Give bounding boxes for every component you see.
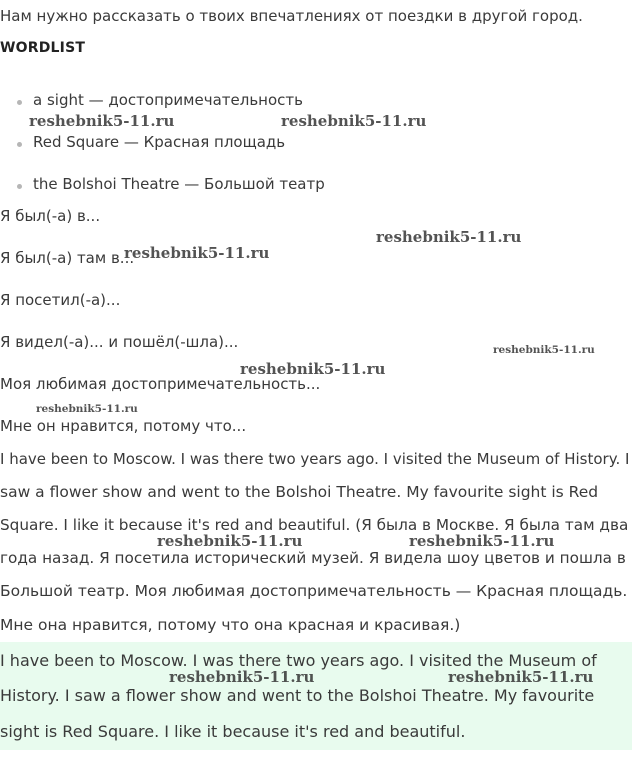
prompt-line: Я был(-а) в... <box>0 207 101 225</box>
prompt-line: Моя любимая достопримечательность... <box>0 375 321 393</box>
bullet-dot-icon <box>17 142 22 147</box>
watermark: reshebnik5-11.ru <box>448 668 594 686</box>
prompt-line: Я был(-а) там в... <box>0 249 135 267</box>
watermark: reshebnik5-11.ru <box>493 344 595 356</box>
watermark: reshebnik5-11.ru <box>169 668 315 686</box>
prompt-line: Я видел(-а)... и пошёл(-шла)... <box>0 333 239 351</box>
watermark: reshebnik5-11.ru <box>29 112 175 130</box>
example-line: года назад. Я посетила исторический музей. Я видела шоу цветов и пошла в <box>0 549 626 567</box>
watermark: reshebnik5-11.ru <box>281 112 427 130</box>
prompt-line: Я посетил(-а)... <box>0 291 121 309</box>
answer-line: sight is Red Square. I like it because it's red and beautiful. <box>0 722 466 741</box>
answer-line: I have been to Moscow. I was there two years ago. I visited the Museum of <box>0 651 597 670</box>
example-line: saw a flower show and went to the Bolshoi Theatre. My favourite sight is Red <box>0 483 599 501</box>
example-line: Square. I like it because it's red and beautiful. (Я была в Москве. Я была там два <box>0 516 629 534</box>
answer-line: History. I saw a flower show and went to the Bolshoi Theatre. My favourite <box>0 686 595 705</box>
task-title: Нам нужно рассказать о твоих впечатлениях от поездки в другой город. <box>0 7 583 25</box>
wordlist-item: the Bolshoi Theatre — Большой театр <box>33 175 325 193</box>
watermark: reshebnik5-11.ru <box>157 532 303 550</box>
prompt-line: Мне он нравится, потому что... <box>0 417 247 435</box>
bullet-dot-icon <box>17 184 22 189</box>
wordlist-item: Red Square — Красная площадь <box>33 133 286 151</box>
watermark: reshebnik5-11.ru <box>36 403 138 415</box>
watermark: reshebnik5-11.ru <box>124 244 270 262</box>
wordlist-heading: WORDLIST <box>0 40 86 56</box>
example-line: Большой театр. Моя любимая достопримечательность — Красная площадь. <box>0 582 628 600</box>
watermark: reshebnik5-11.ru <box>240 360 386 378</box>
watermark: reshebnik5-11.ru <box>409 532 555 550</box>
example-line: Мне она нравится, потому что она красная и красивая.) <box>0 616 461 634</box>
example-line: I have been to Moscow. I was there two years ago. I visited the Museum of History. I <box>0 450 630 468</box>
wordlist-item: a sight — достопримечательность <box>33 91 303 109</box>
bullet-dot-icon <box>17 100 22 105</box>
watermark: reshebnik5-11.ru <box>376 228 522 246</box>
